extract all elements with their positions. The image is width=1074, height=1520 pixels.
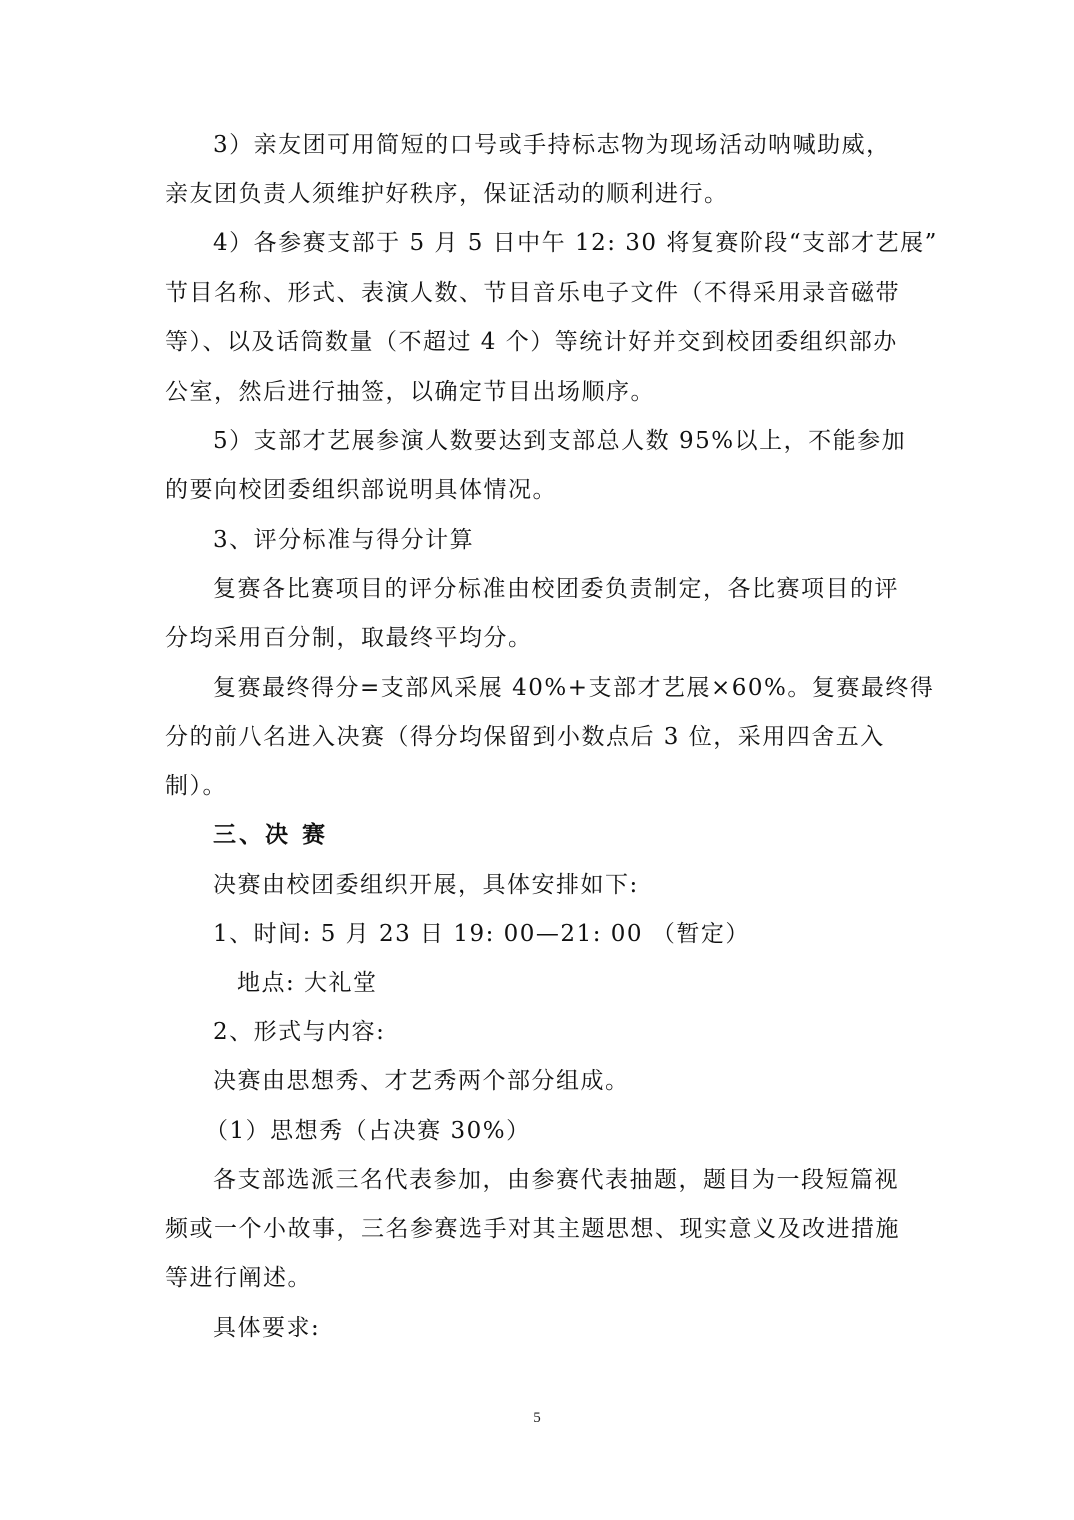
paragraph-line: 复赛各比赛项目的评分标准由校团委负责制定，各比赛项目的评 [213, 576, 899, 602]
paragraph-line: 具体要求: [213, 1315, 321, 1341]
page-number: 5 [533, 1410, 541, 1426]
section-subheading: 2、形式与内容: [213, 1019, 386, 1045]
paragraph-line: 5）支部才艺展参演人数要达到支部总人数 95%以上，不能参加 [213, 428, 907, 454]
paragraph-line: 4）各参赛支部于 5 月 5 日中午 12: 30 将复赛阶段“支部才艺展” [213, 230, 938, 256]
paragraph-line: 分均采用百分制，取最终平均分。 [165, 625, 533, 651]
paragraph-line: 等进行阐述。 [165, 1265, 312, 1291]
paragraph-line: 节目名称、形式、表演人数、节目音乐电子文件（不得采用录音磁带 [165, 280, 900, 306]
paragraph-line: 的要向校团委组织部说明具体情况。 [165, 477, 557, 503]
paragraph-line: 地点: 大礼堂 [237, 970, 378, 996]
paragraph-line: 决赛由校团委组织开展，具体安排如下: [213, 872, 639, 898]
paragraph-line: 各支部选派三名代表参加，由参赛代表抽题，题目为一段短篇视 [213, 1167, 899, 1193]
section-subheading: 3、评分标准与得分计算 [213, 527, 475, 553]
paragraph-line: 制）。 [165, 773, 227, 799]
paragraph-line: 等）、以及话筒数量（不超过 4 个）等统计好并交到校团委组织部办 [165, 329, 898, 355]
paragraph-line: 亲友团负责人须维护好秩序，保证活动的顺利进行。 [165, 181, 729, 207]
paragraph-line: 决赛由思想秀、才艺秀两个部分组成。 [213, 1068, 630, 1094]
paragraph-line: 3）亲友团可用简短的口号或手持标志物为现场活动呐喊助威， [213, 132, 891, 158]
paragraph-line: 1、时间: 5 月 23 日 19: 00—21: 00 （暂定） [213, 921, 750, 947]
section-heading: 三、决 赛 [213, 821, 329, 848]
paragraph-line: （1）思想秀（占决赛 30%） [205, 1118, 531, 1144]
paragraph-line: 分的前八名进入决赛（得分均保留到小数点后 3 位，采用四舍五入 [165, 724, 885, 750]
paragraph-line: 复赛最终得分=支部风采展 40%+支部才艺展×60%。复赛最终得 [213, 675, 935, 701]
paragraph-line: 公室，然后进行抽签，以确定节目出场顺序。 [165, 379, 655, 405]
paragraph-line: 频或一个小故事，三名参赛选手对其主题思想、现实意义及改进措施 [165, 1216, 900, 1242]
